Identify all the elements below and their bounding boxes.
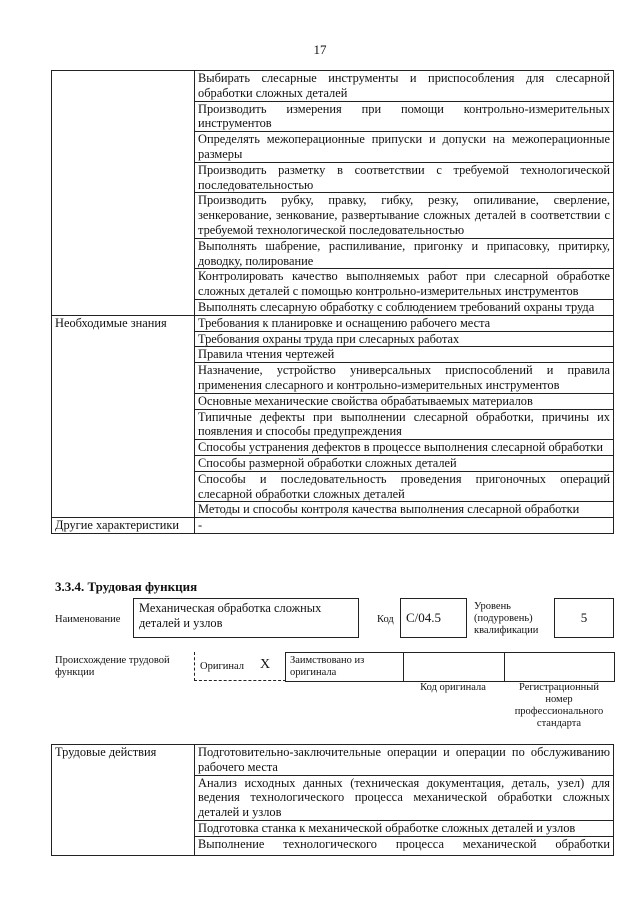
level-value: 5 xyxy=(580,610,588,625)
knowledge-item: Основные механические свойства обрабатываемых материалов xyxy=(195,393,614,409)
code-value: C/04.5 xyxy=(406,610,442,625)
knowledge-item: Назначение, устройство универсальных приспособлений и правила применения слесарного и контрольно-измерительных инструментов xyxy=(195,363,614,394)
borrowed-label: Заимствовано из оригинала xyxy=(290,655,365,678)
skill-item: Выполнять слесарную обработку с соблюдением требований охраны труда xyxy=(195,299,614,315)
orig-code-box xyxy=(403,652,505,682)
skills-knowledge-table xyxy=(51,70,614,534)
name-value: Механическая обработка сложных деталей и узлов xyxy=(139,601,322,630)
level-label: Уровень (подуровень) квалификации xyxy=(474,601,539,636)
original-label: Оригинал xyxy=(200,661,244,672)
knowledge-item: Правила чтения чертежей xyxy=(195,347,614,363)
skill-item: Производить рубку, правку, гибку, резку, опиливание, сверление, зенкерование, зенкование, развертывание сложных деталей в соответствии с требуемой технологической последовательностью xyxy=(195,193,614,238)
original-mark: X xyxy=(260,657,271,672)
other-label: Другие характеристики xyxy=(52,518,195,534)
action-item: Подготовка станка к механической обработке сложных деталей и узлов xyxy=(195,820,614,836)
knowledge-label: Необходимые знания xyxy=(52,315,195,517)
skill-item: Выполнять шабрение, распиливание, пригонку и припасовку, притирку, доводку, полирование xyxy=(195,238,614,269)
action-item: Анализ исходных данных (техническая документация, деталь, узел) для ведения технологического процесса механической обработки сложных деталей и узлов xyxy=(195,775,614,820)
skill-item: Выбирать слесарные инструменты и приспособления для слесарной обработки сложных деталей xyxy=(195,71,614,102)
knowledge-item: Типичные дефекты при выполнении слесарной обработки, причины их появления и способы предупреждения xyxy=(195,409,614,440)
other-value: - xyxy=(195,518,614,534)
skills-label-cell xyxy=(52,71,195,316)
skill-item: Производить измерения при помощи контрольно-измерительных инструментов xyxy=(195,101,614,132)
knowledge-item: Требования охраны труда при слесарных работах xyxy=(195,331,614,347)
knowledge-item: Способы и последовательность проведения пригоночных операций слесарной обработки сложных деталей xyxy=(195,471,614,502)
reg-number-box xyxy=(504,652,615,682)
name-label: Наименование xyxy=(55,614,121,625)
labor-actions-table xyxy=(51,744,614,856)
action-item: Подготовительно-заключительные операции и операции по обслуживанию рабочего места xyxy=(195,745,614,776)
skill-item: Производить разметку в соответствии с требуемой технологической последовательностью xyxy=(195,162,614,193)
reg-number-label: Регистрационный номер профессионального стандарта xyxy=(514,682,604,729)
code-box xyxy=(400,598,467,638)
skill-item: Определять межоперационные припуски и допуски на межоперационные размеры xyxy=(195,132,614,163)
code-label: Код xyxy=(377,614,394,625)
knowledge-item: Способы размерной обработки сложных деталей xyxy=(195,455,614,471)
section-heading: 3.3.4. Трудовая функция xyxy=(55,579,198,594)
knowledge-item: Требования к планировке и оснащению рабочего места xyxy=(195,315,614,331)
action-item: Выполнение технологического процесса механической обработки xyxy=(195,836,614,855)
knowledge-item: Способы устранения дефектов в процессе выполнения слесарной обработки xyxy=(195,440,614,456)
skill-item: Контролировать качество выполняемых работ при слесарной обработке сложных деталей с помощью контрольно-измерительных инструментов xyxy=(195,269,614,300)
page-number: 17 xyxy=(313,42,327,57)
borrowed-box xyxy=(285,652,404,682)
actions-label: Трудовые действия xyxy=(52,745,195,856)
original-box xyxy=(194,652,286,681)
name-box xyxy=(133,598,359,638)
level-box xyxy=(554,598,614,638)
knowledge-item: Методы и способы контроля качества выполнения слесарной обработки xyxy=(195,502,614,518)
origin-label: Происхождение трудовой функции xyxy=(55,655,170,678)
orig-code-label: Код оригинала xyxy=(420,682,486,693)
